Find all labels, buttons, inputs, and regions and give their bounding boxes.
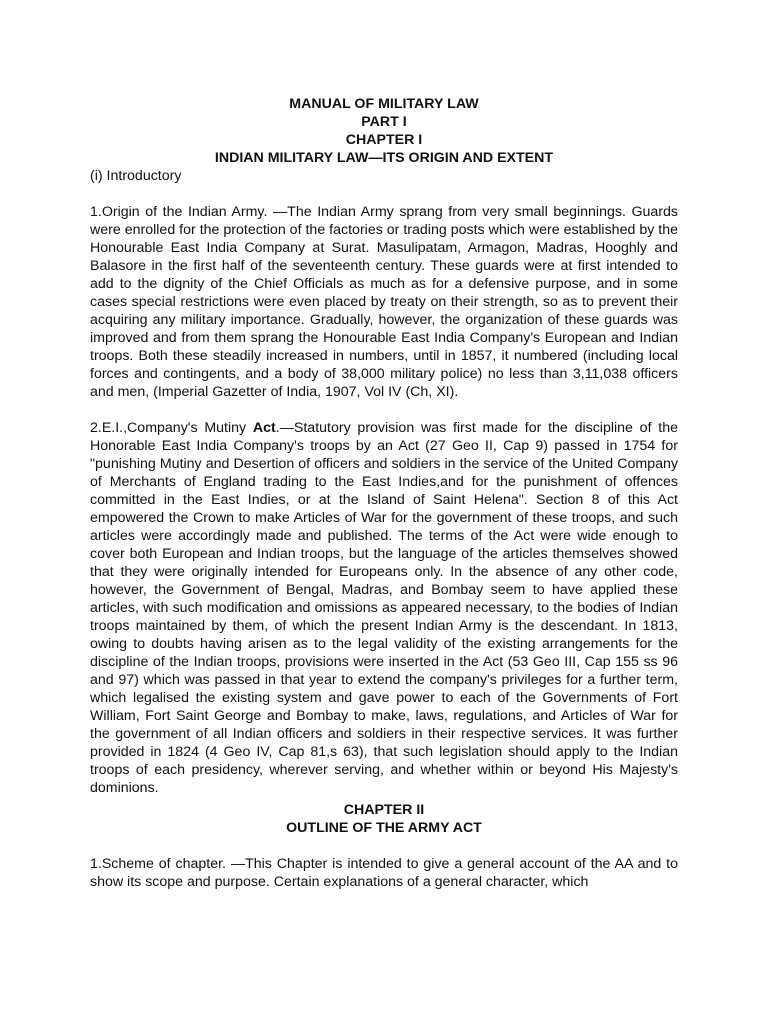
- part-heading: PART I: [361, 114, 407, 130]
- document-title: MANUAL OF MILITARY LAW: [289, 96, 479, 112]
- chapter-two-title: OUTLINE OF THE ARMY ACT: [286, 820, 482, 836]
- chapter-title: INDIAN MILITARY LAW—ITS ORIGIN AND EXTENT: [214, 150, 554, 166]
- chapter-two-heading: CHAPTER II: [343, 802, 425, 818]
- paragraph-mutiny-act-bold: Act: [252, 420, 276, 436]
- section-introductory: (i) Introductory: [90, 168, 182, 184]
- paragraph-mutiny-act-prefix: 2.E.I.,Company's Mutiny: [90, 420, 253, 436]
- paragraph-spacer: [90, 837, 678, 855]
- paragraph-spacer: [90, 185, 678, 203]
- chapter-heading: CHAPTER I: [345, 132, 423, 148]
- chapter-two-block: [90, 801, 678, 837]
- paragraph-mutiny-act: [90, 419, 678, 797]
- paragraph-mutiny-act-body: .—Statutory provision was first made for the discipline of the Honorable East India Company's troops by an Act (27 Geo II, Cap 9) passed in 1754 for "punishing Mutiny and Desertion of officers and soldiers in the service of the United Company of Merchants of England trading to the East Indies,and for the punishment of offences committed in the East Indies, or at the Island of Saint Helena". Section 8 of this Act empowered the Crown to make Articles of War for the government of these troops, and such articles were accordingly made and published. The terms of the Act were wide enough to cover both European and Indian troops, but the language of the articles themselves showed that they were originally intended for Europeans only. In the absence of any other code, however, the Government of Bengal, Madras, and Bombay seem to have applied these articles, with such modification and omissions as appeared necessary, to the bodies of Indian troops maintained by them, of which the present Indian Army is the descendant. In 1813, owing to doubts having arisen as to the legal validity of the existing arrangements for the discipline of the Indian troops, provisions were inserted in the Act (53 Geo III, Cap 155 ss 96 and 97) which was passed in that year to extend the company's privileges for a further term, which legalised the existing system and gave power to each of the Governments of Fort William, Fort Saint George and Bombay to make, laws, regulations, and Articles of War for the government of all Indian officers and soldiers in their respective services. It was further provided in 1824 (4 Geo IV, Cap 81,s 63), that such legislation should apply to the Indian troops of each presidency, wherever serving, and whether within or beyond His Majesty's dominions.: [90, 420, 678, 796]
- document-page: [90, 95, 678, 891]
- paragraph-origin: 1.Origin of the Indian Army. —The Indian Army sprang from very small beginnings. Guards were enrolled for the protection of the factories or trading posts which were established by the Honourable East India Company at Surat. Masulipatam, Armagon, Madras, Hooghly and Balasore in the first half of the seventeenth century. These guards were at first intended to add to the dignity of the Chief Officials as much as for a defensive purpose, and in some cases special restrictions were even placed by treaty on their strength, so as to prevent their acquiring any military importance. Gradually, however, the organization of these guards was improved and from them sprang the Honourable East India Company's European and Indian troops. Both these steadily increased in numbers, until in 1857, it numbered (including local forces and contingents, and a body of 38,000 military police) no less than 3,11,038 officers and men, (Imperial Gazetter of India, 1907, Vol IV (Ch, XI).: [90, 204, 678, 400]
- paragraph-scheme: 1.Scheme of chapter. —This Chapter is intended to give a general account of the AA and to show its scope and purpose. Certain explanations of a general character, which: [90, 856, 678, 890]
- paragraph-spacer: [90, 401, 678, 419]
